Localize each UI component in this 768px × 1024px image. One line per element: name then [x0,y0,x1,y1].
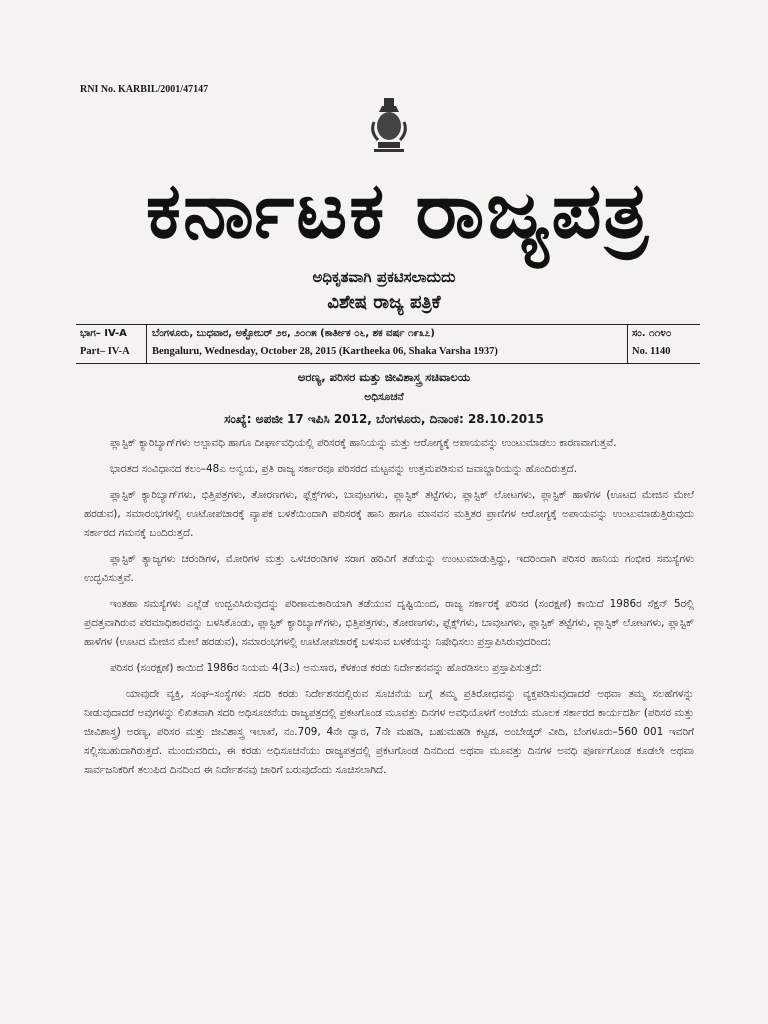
paragraph-3: ಪ್ಲಾಸ್ಟಿಕ್ ಕ್ಯಾರಿಬ್ಯಾಗ್‌ಗಳು, ಭಿತ್ತಿಪತ್ರಗಳು, ತೋರಣಗಳು, ಫ್ಲೆಕ್ಸ್‌ಗಳು, ಬಾವುಟಗಳು, ಪ್ಲಾಸ್ಟಿಕ್ ತಟ್ಟೆಗಳು, ಪ್ಲಾಸ್ಟಿಕ್ ಲೋಟಗಳು, ಪ್ಲಾಸ್ಟಿಕ್ ಹಾಳೆಗಳ (ಊಟದ ಮೇಜಿನ ಮೇಲೆ ಹರಡುವ), ಸಮಾರಂಭಗಳಲ್ಲಿ ಊಟೋಪಚಾರಕ್ಕೆ ವ್ಯಾಪಕ ಬಳಕೆಯಿಂದಾಗಿ ಪರಿಸರಕ್ಕೆ ಹಾನಿ ಹಾಗೂ ಮಾನವನ ಮತ್ತಿತರ ಪ್ರಾಣಿಗಳ ಆರೋಗ್ಯಕ್ಕೆ ಅಪಾಯವನ್ನು ಉಂಟುಮಾಡುತ್ತಿರುವುದು ಸರ್ಕಾರದ ಗಮನಕ್ಕೆ ಬಂದಿರುತ್ತದೆ. [84,489,694,539]
part-cell [76,325,147,363]
state-emblem-icon [368,96,410,154]
subtitle-special: ವಿಶೇಷ ರಾಜ್ಯ ಪತ್ರಿಕೆ [327,292,441,313]
issue-number-cell [627,325,700,363]
date-kn: ಬೆಂಗಳೂರು, ಬುಧವಾರ, ಅಕ್ಟೋಬರ್ ೨೮, ೨೦೧೫ (ಕಾರ್ತೀಕ ೦೬, ಶಕ ವರ್ಷ ೧೯೩೭) [152,328,435,339]
notification-heading: ಅಧಿಸೂಚನೆ [364,391,404,403]
date-cell [148,325,628,363]
paragraph-6: ಪರಿಸರ (ಸಂರಕ್ಷಣೆ) ಕಾಯಿದೆ 1986ರ ನಿಯಮ 4(3ಎ) ಅನುಸಾರ, ಕೆಳಕಂಡ ಕರಡು ನಿರ್ದೇಶನವನ್ನು ಹೊರಡಿಸಲು ಪ್ರಸ್ತಾಪಿಸುತ್ತದೆ: [110,662,542,674]
part-en: Part– IV-A [80,346,130,357]
part-kn: ಭಾಗ– IV-A [80,328,127,339]
gazette-masthead: ಕರ್ನಾಟಕ ರಾಜ್ಯಪತ್ರ [145,166,651,256]
issue-number-kn: ಸಂ. ೧೧೪೦ [632,328,672,339]
paragraph-2: ಭಾರತದ ಸಂವಿಧಾನದ ಕಲಂ–48ಎ ಅನ್ವಯ, ಪ್ರತಿ ರಾಜ್ಯ ಸರ್ಕಾರವೂ ಪರಿಸರದ ಮಟ್ಟವನ್ನು ಉತ್ತಮಪಡಿಸುವ ಜವಾಬ್ದಾರಿಯನ್ನು ಹೊಂದಿರುತ್ತದೆ. [110,463,578,475]
department-heading: ಅರಣ್ಯ, ಪರಿಸರ ಮತ್ತು ಜೀವಿಶಾಸ್ತ್ರ ಸಚಿವಾಲಯ [297,370,471,384]
date-en: Bengaluru, Wednesday, October 28, 2015 (Kartheeka 06, Shaka Varsha 1937) [152,346,498,357]
paragraph-7: ಯಾವುದೇ ವ್ಯಕ್ತಿ, ಸಂಘ–ಸಂಸ್ಥೆಗಳು ಸದರಿ ಕರಡು ನಿರ್ದೇಶನದಲ್ಲಿರುವ ಸೂಚನೆಯ ಬಗ್ಗೆ ತಮ್ಮ ಪ್ರತಿರೋಧವನ್ನು ವ್ಯಕ್ತಪಡಿಸುವುದಾದರೆ ಅಥವಾ ತಮ್ಮ ಸಲಹೆಗಳನ್ನು ನೀಡುವುದಾದರೆ ಅವುಗಳನ್ನು ಲಿಖಿತವಾಗಿ ಸದರಿ ಅಧಿಸೂಚನೆಯ ರಾಜ್ಯಪತ್ರದಲ್ಲಿ ಪ್ರಕಟಗೊಂಡ ಮೂವತ್ತು ದಿನಗಳ ಅವಧಿಯೊಳಗೆ ಅಂಚೆಯ ಮೂಲಕ ಸರ್ಕಾರದ ಕಾರ್ಯದರ್ಶಿ (ಪರಿಸರ ಮತ್ತು ಜೀವಿಶಾಸ್ತ್ರ) ಅರಣ್ಯ, ಪರಿಸರ ಮತ್ತು ಜೀವಿಶಾಸ್ತ್ರ ಇಲಾಖೆ, ನಂ.709, 4ನೇ ದ್ವಾರ, 7ನೇ ಮಹಡಿ, ಬಹುಮಹಡಿ ಕಟ್ಟಡ, ಅಂಬೇಡ್ಕರ್ ವೀದಿ, ಬೆಂಗಳೂರು–560 001 ಇವರಿಗೆ ಸಲ್ಲಿಸಬಹುದಾಗಿರುತ್ತದೆ. ಮುಂದುವರಿದು, ಈ ಕರಡು ಅಧಿಸೂಚನೆಯು ರಾಜ್ಯಪತ್ರದಲ್ಲಿ ಪ್ರಕಟಗೊಂಡ ದಿನದಿಂದ ಅಥವಾ ಮೂವತ್ತು ದಿನಗಳ ಅವಧಿ ಪೂರ್ಣಗೊಂಡ ಕೂಡಲೇ ಅಥವಾ ಸಾರ್ವಜನಿಕರಿಗೆ ತಲುಪಿದ ದಿನದಿಂದ ಈ ನಿರ್ದೇಶನವು ಜಾರಿಗೆ ಬರುವುದೆಂದು ಸೂಚಿಸಲಾಗಿದೆ. [84,688,694,776]
paragraph-1: ಪ್ಲಾಸ್ಟಿಕ್ ಕ್ಯಾರಿಬ್ಯಾಗ್‌ಗಳು ಅಲ್ಪಾವಧಿ ಹಾಗೂ ದೀರ್ಘಾವಧಿಯಲ್ಲಿ ಪರಿಸರಕ್ಕೆ ಹಾನಿಯನ್ನು ಮತ್ತು ಆರೋಗ್ಯಕ್ಕೆ ಅಪಾಯವನ್ನು ಉಂಟುಮಾಡಲು ಕಾರಣವಾಗುತ್ತವೆ. [110,437,617,449]
notification-body [84,434,694,787]
rni-number: RNI No. KARBIL/2001/47147 [80,84,209,95]
issue-number-en: No. 1140 [632,346,671,357]
reference-line: ಸಂಖ್ಯೆ: ಅಪಜೀ 17 ಇಪಿಸಿ 2012, ಬೆಂಗಳೂರು, ದಿನಾಂಕ: 28.10.2015 [224,412,544,426]
paragraph-4: ಪ್ಲಾಸ್ಟಿಕ್ ತ್ಯಾಜ್ಯಗಳು ಚರಂಡಿಗಳ, ಮೋರಿಗಳ ಮತ್ತು ಒಳಚರಂಡಿಗಳ ಸರಾಗ ಹರಿವಿಗೆ ತಡೆಯನ್ನು ಉಂಟುಮಾಡುತ್ತಿದ್ದು, ಇದರಿಂದಾಗಿ ಪರಿಸರ ಹಾನಿಯ ಗಂಭೀರ ಸಮಸ್ಯೆಗಳು ಉದ್ಭವಿಸುತ್ತವೆ. [84,553,694,584]
issue-info-bar [76,324,700,364]
subtitle-official: ಅಧಿಕೃತವಾಗಿ ಪ್ರಕಟಿಸಲಾದುದು [312,268,456,286]
paragraph-5: ಇಂತಹಾ ಸಮಸ್ಯೆಗಳು ಎಲ್ಲೆಡೆ ಉದ್ಭವಿಸಿರುವುದನ್ನು ಪರಿಣಾಮಕಾರಿಯಾಗಿ ತಡೆಯುವ ದೃಷ್ಟಿಯಿಂದ, ರಾಜ್ಯ ಸರ್ಕಾರಕ್ಕೆ ಪರಿಸರ (ಸಂರಕ್ಷಣೆ) ಕಾಯಿದೆ 1986ರ ಸೆಕ್ಷನ್ 5ರಲ್ಲಿ ಪ್ರದತ್ತವಾಗಿರುವ ಪರಮಾಧಿಕಾರವನ್ನು ಬಳಸಿಕೊಂಡು, ಪ್ಲಾಸ್ಟಿಕ್ ಕ್ಯಾರಿಬ್ಯಾಗ್‌ಗಳು, ಭಿತ್ತಿಪತ್ರಗಳು, ತೋರಣಗಳು, ಫ್ಲೆಕ್ಸ್‌ಗಳು, ಬಾವುಟಗಳು, ಪ್ಲಾಸ್ಟಿಕ್ ತಟ್ಟೆಗಳು, ಪ್ಲಾಸ್ಟಿಕ್ ಲೋಟಗಳು, ಪ್ಲಾಸ್ಟಿಕ್ ಹಾಳೆಗಳ (ಊಟದ ಮೇಜಿನ ಮೇಲೆ ಹರಡುವ), ಸಮಾರಂಭಗಳಲ್ಲಿ ಊಟೋಪಚಾರಕ್ಕೆ ಬಳಸುವ ಬಳಕೆಯನ್ನು ನಿಷೇಧಿಸಲು ಪ್ರಸ್ತಾಪಿಸಿರುವುದರಿಂದ: [84,598,694,648]
